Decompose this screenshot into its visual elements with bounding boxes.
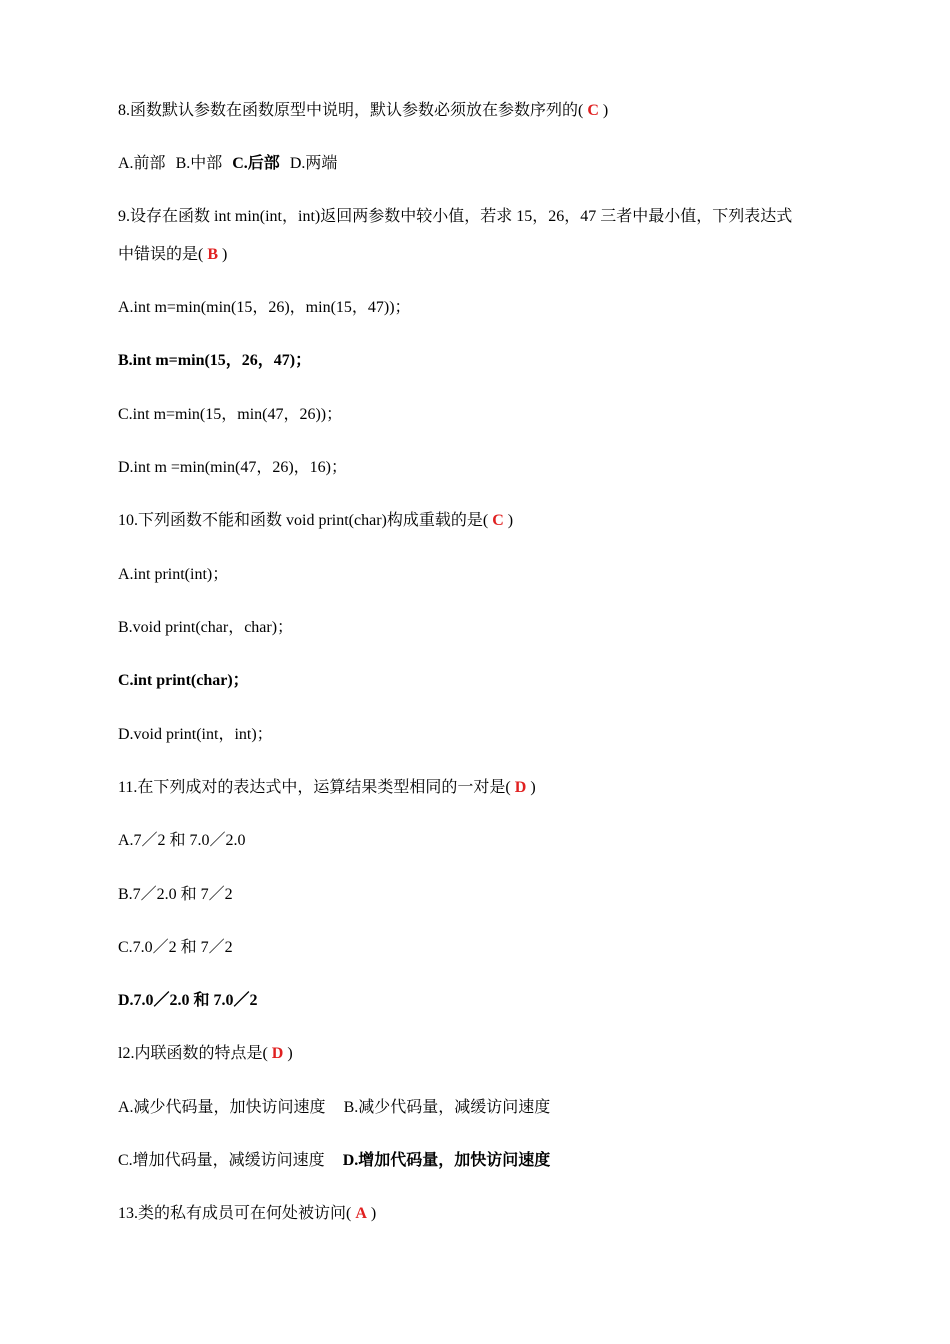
question-11-option-a: A.7／2 和 7.0／2.0 <box>118 832 246 849</box>
question-8-answer: C <box>587 102 599 119</box>
option-d: D.两端 <box>289 155 338 172</box>
question-9-stem-line1: 9.设存在函数 int min(int，int)返回两参数中较小值，若求 15，26，47 三者中最小值，下列表达式 <box>118 208 793 225</box>
question-11-stem: 11.在下列成对的表达式中，运算结果类型相同的一对是( D ) <box>118 779 536 796</box>
question-12-stem: l2.内联函数的特点是( D ) <box>118 1045 293 1062</box>
question-13-answer: A <box>355 1205 367 1222</box>
option-b: B.中部 <box>175 155 223 172</box>
question-8-options <box>118 153 337 175</box>
question-10-option-a: A.int print(int)； <box>118 566 229 583</box>
question-10-stem: 10.下列函数不能和函数 void print(char)构成重载的是( C ) <box>118 512 514 529</box>
question-9-option-b-correct: B.int m=min(15，26，47)； <box>118 352 312 369</box>
question-9-option-d: D.int m =min(min(47，26)，16)； <box>118 459 348 476</box>
question-13-stem: 13.类的私有成员可在何处被访问( A ) <box>118 1205 377 1222</box>
question-12-options-cd <box>118 1150 550 1172</box>
question-11-answer: D <box>514 779 527 796</box>
question-11-option-b: B.7／2.0 和 7／2 <box>118 886 233 903</box>
option-a: A.前部 <box>118 155 166 172</box>
option-b: B.减少代码量，减缓访问速度 <box>343 1099 551 1116</box>
question-11-option-d-correct: D.7.0／2.0 和 7.0／2 <box>118 992 258 1009</box>
question-10-option-d: D.void print(int，int)； <box>118 726 273 743</box>
question-10-option-b: B.void print(char，char)； <box>118 619 294 636</box>
question-9-stem-line2: 中错误的是( B ) <box>118 246 228 263</box>
option-a: A.减少代码量，加快访问速度 <box>118 1099 326 1116</box>
question-9-option-a: A.int m=min(min(15，26)，min(15，47))； <box>118 299 411 316</box>
question-10-option-c-correct: C.int print(char)； <box>118 672 249 689</box>
option-c: C.增加代码量，减缓访问速度 <box>118 1152 325 1169</box>
option-c-correct: C.后部 <box>232 155 280 172</box>
question-12-options-ab <box>118 1097 550 1119</box>
question-12-answer: D <box>271 1045 284 1062</box>
question-10-answer: C <box>492 512 504 529</box>
question-11-option-c: C.7.0／2 和 7／2 <box>118 939 233 956</box>
option-d-correct: D.增加代码量，加快访问速度 <box>342 1152 551 1169</box>
question-8-stem: 8.函数默认参数在函数原型中说明，默认参数必须放在参数序列的( C ) <box>118 102 609 119</box>
question-9-answer: B <box>207 246 219 263</box>
question-9-option-c: C.int m=min(15，min(47，26))； <box>118 406 343 423</box>
